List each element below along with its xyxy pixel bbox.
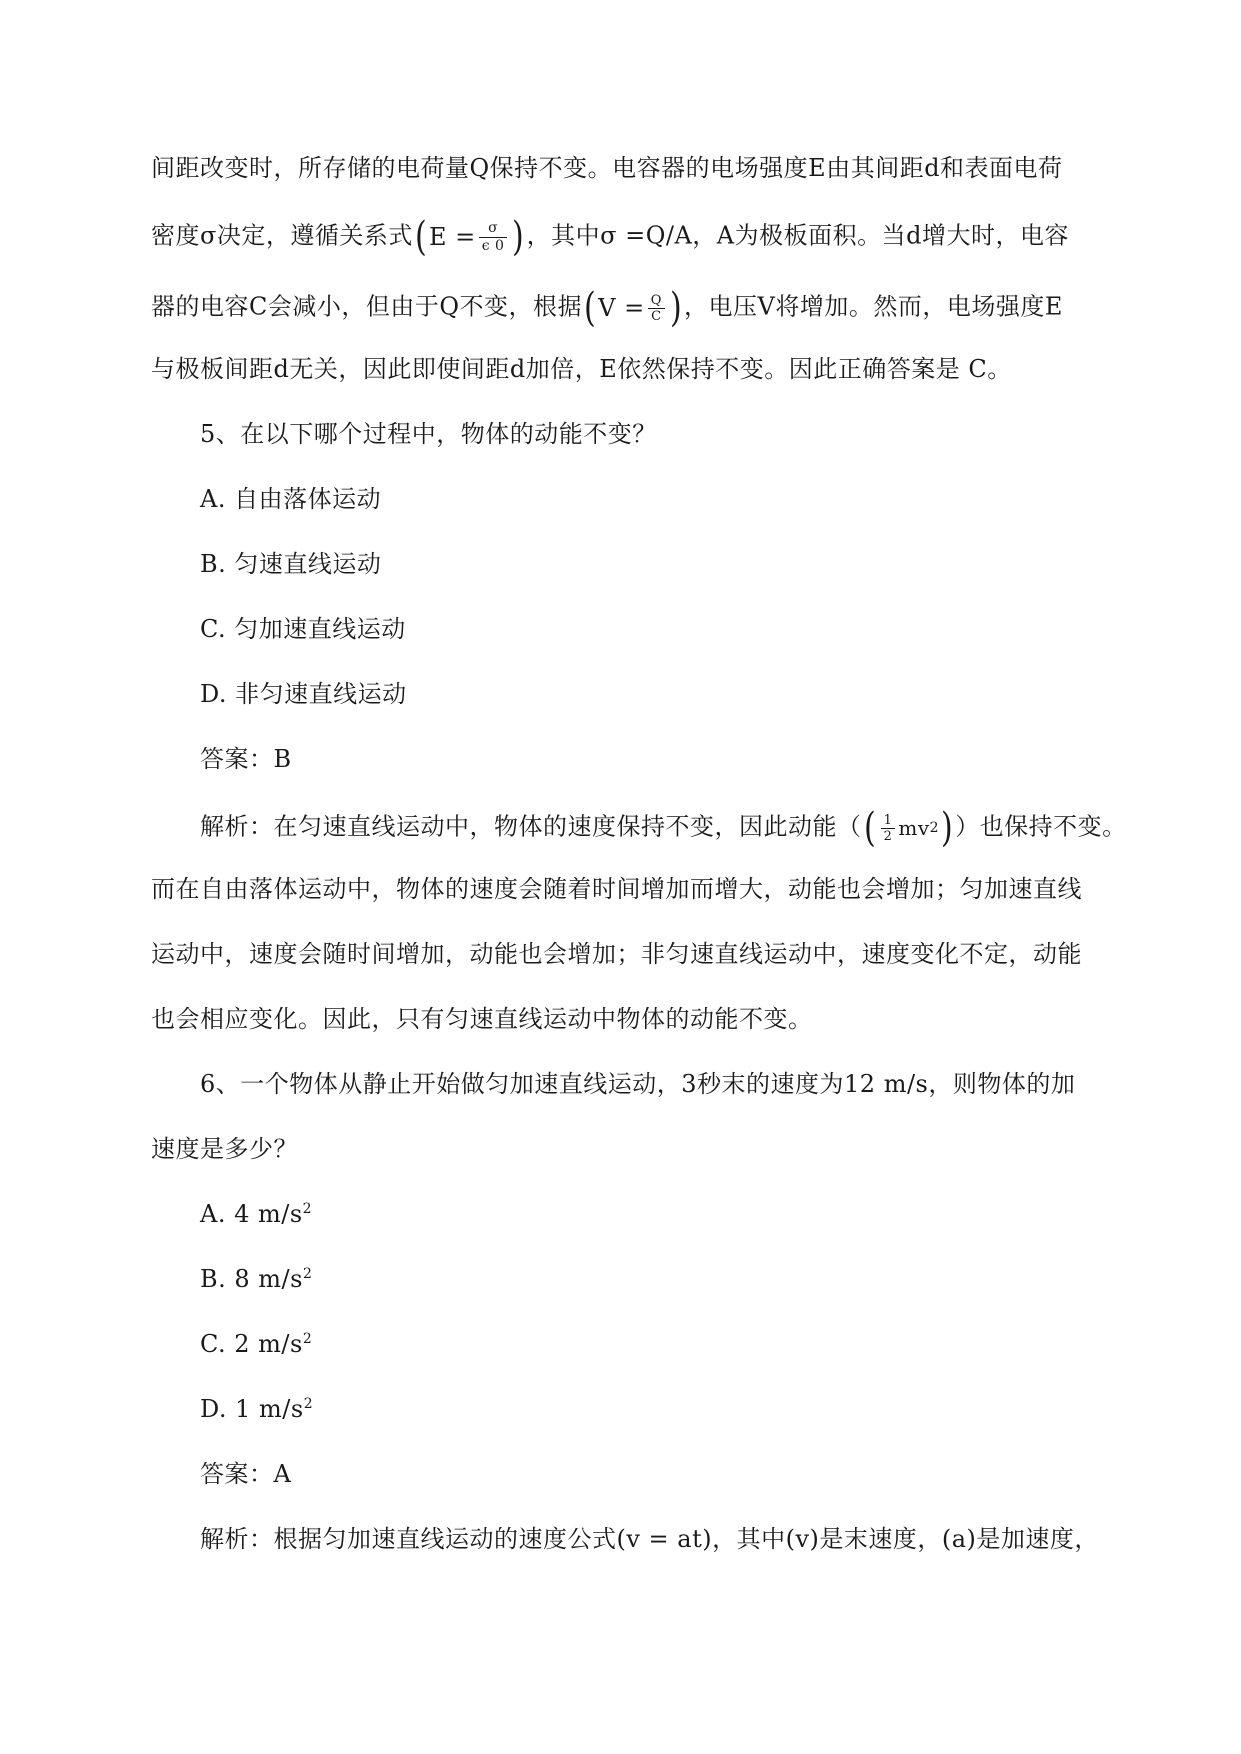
- text-segment: 解析：在匀速直线运动中，物体的速度保持不变，因此动能（: [200, 812, 862, 841]
- formula-lhs: E =: [429, 223, 476, 251]
- option-label: B. 8 m/s: [200, 1265, 303, 1293]
- fraction: [648, 293, 665, 324]
- right-paren: ): [512, 214, 525, 260]
- option-label: D. 1 m/s: [200, 1395, 304, 1423]
- right-paren: ): [669, 285, 683, 331]
- text-segment: 密度σ决定，遵循关系式: [151, 221, 413, 250]
- right-paren: ): [941, 805, 954, 851]
- fraction-numerator: 1: [883, 812, 893, 828]
- fraction: [881, 813, 896, 844]
- left-paren: (: [584, 285, 597, 331]
- question-5-stem: 5、在以下哪个过程中，物体的动能不变？: [200, 420, 657, 448]
- question-5-option-b: B. 匀速直线运动: [200, 550, 382, 578]
- question-6-answer: 答案：A: [200, 1460, 292, 1488]
- question-5-option-d: D. 非匀速直线运动: [200, 680, 407, 708]
- formula-kinetic-energy: ( $\frac{1}{2}$ mv 2 ): [863, 805, 954, 851]
- superscript: 2: [302, 1331, 313, 1347]
- text-segment: ，其中σ =Q/A，A为极板面积。当d增大时，电容: [526, 221, 1069, 250]
- text-line: 间距改变时，所存储的电荷量Q保持不变。电容器的电场强度E由其间距d和表面电荷: [151, 154, 1063, 182]
- superscript: 2: [302, 1201, 313, 1217]
- left-paren: (: [863, 805, 876, 851]
- question-6-analysis-line: 解析：根据匀加速直线运动的速度公式(v = at)，其中(v)是末速度，(a)是加速度，: [200, 1525, 1099, 1553]
- question-6-option-a: [200, 1198, 1106, 1230]
- fraction-numerator: Q: [650, 292, 662, 308]
- fraction-denominator: ϵ 0: [479, 237, 508, 255]
- text-segment: ，电压V将增加。然而，电场强度E: [684, 292, 1063, 321]
- text-line: 与极板间距d无关，因此即使间距d加倍，E依然保持不变。因此正确答案是 C。: [151, 355, 1012, 383]
- question-5-option-a: A. 自由落体运动: [200, 485, 382, 513]
- option-label: A. 4 m/s: [200, 1200, 303, 1228]
- formula-voltage: [582, 285, 684, 331]
- option-label: C. 2 m/s: [200, 1330, 303, 1358]
- superscript: 2: [303, 1396, 314, 1412]
- superscript: 2: [302, 1266, 313, 1282]
- question-6-option-b: [200, 1263, 1106, 1295]
- question-6-option-d: [200, 1393, 1106, 1425]
- formula-lhs: V =: [598, 294, 645, 322]
- fraction-denominator: 2: [881, 828, 896, 844]
- text-segment: ）也保持不变。: [955, 812, 1127, 841]
- question-6-option-c: [200, 1328, 1106, 1360]
- left-paren: (: [414, 214, 427, 260]
- text-line-with-formula: [151, 285, 1106, 331]
- fraction: [479, 220, 508, 255]
- question-5-option-c: C. 匀加速直线运动: [200, 615, 406, 643]
- formula-electric-field: [413, 214, 527, 260]
- question-5-answer: 答案：B: [200, 745, 292, 773]
- formula-term: mv: [898, 816, 930, 840]
- question-5-analysis-line: 也会相应变化。因此，只有匀速直线运动中物体的动能不变。: [151, 1005, 813, 1033]
- question-6-stem: 速度是多少？: [151, 1135, 298, 1163]
- fraction-numerator: σ: [488, 219, 499, 236]
- question-6-stem: 6、一个物体从静止开始做匀加速直线运动，3秒末的速度为12 m/s，则物体的加: [200, 1070, 1076, 1098]
- fraction-denominator: C: [648, 308, 664, 324]
- text-segment: 器的电容C会减小，但由于Q不变，根据: [151, 292, 583, 321]
- question-5-analysis-line: 而在自由落体运动中，物体的速度会随着时间增加而增大，动能也会增加；匀加速直线: [151, 875, 1082, 903]
- question-5-analysis-line: 运动中，速度会随时间增加，动能也会增加；非匀速直线运动中，速度变化不定，动能: [151, 940, 1082, 968]
- question-5-analysis-line: [200, 805, 1127, 851]
- text-line-with-formula: [151, 214, 1106, 260]
